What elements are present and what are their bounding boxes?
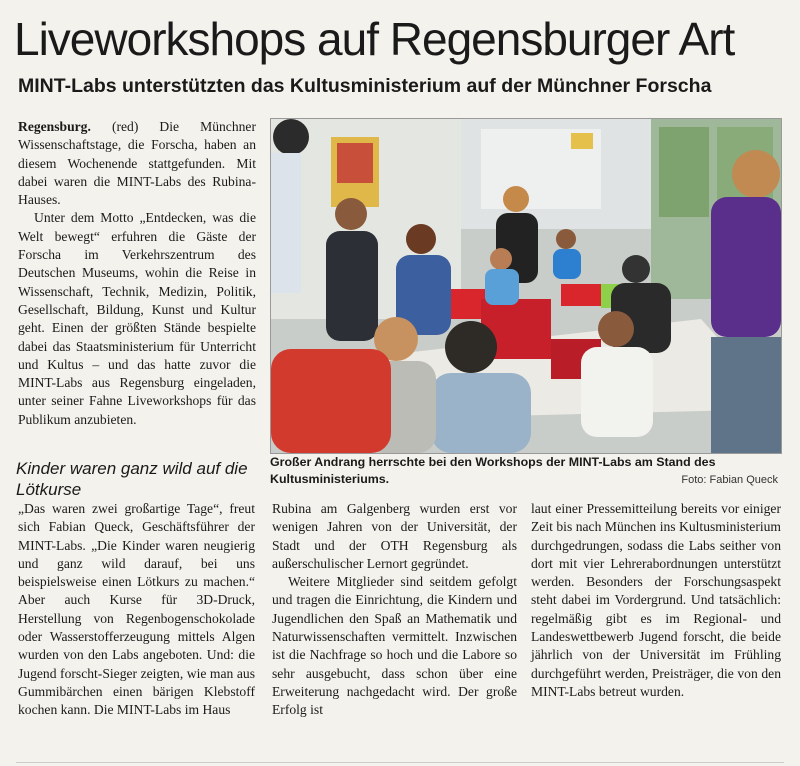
workshop-photo — [270, 118, 782, 454]
body-column-3 — [531, 500, 781, 701]
body-column-2 — [272, 500, 517, 720]
column-1-paragraph-1: „Das waren zwei großartige Tage“, freut sich Fabian Queck, Geschäftsführer der MINT-Labs. „Die Kinder waren neugierig und ganz wild darauf, bei uns beispielsweise einen Lötkurs zu machen.“ Aber auch Kurse für 3D-Druck, Herstellung von Regenbogenschokolade oder Wasserstofferzeugung mittels Algen wurden von den Labs angeboten. Und: die Jugend forscht-Sieger zeigten, wie man aus Gummibärchen einen bärigen Klebstoff kochen kann. Die MINT-Labs im Haus — [18, 501, 255, 718]
column-3-paragraph-1: laut einer Pressemitteilung bereits vor einiger Zeit bis nach München ins Kultusministerium durchgedrungen, sodass die Labs seither von dort mit vier Lehrerabordnungen unterstützt werden. Besonders der Forschungsaspekt steht dabei im Vordergrund. Und tatsächlich: regelmäßig gibt es im Regional- und Landeswettbewerb Jugend forscht, die beide jährlich von der Universität im Frühling durchgeführt werden, Preisträger, die von den MINT-Labs betreut wurden. — [531, 501, 781, 699]
intro-lead: (red) Die Münchner Wissenschaftstage, die Forscha, haben an diesem Wochenende stattgefunden. Mit dabei waren die MINT-Labs des Rubina-Hauses. — [18, 119, 256, 208]
subheadline: MINT-Labs unterstützten das Kultusministerium auf der Münchner Forscha — [18, 75, 712, 97]
dateline: Regensburg. — [18, 119, 91, 134]
photo-caption: Großer Andrang herrschte bei den Workshops der MINT-Labs am Stand des Kultusministeriums. — [270, 455, 716, 486]
body-column-1 — [18, 500, 255, 720]
subheading: Kinder waren ganz wild auf die Lötkurse — [16, 459, 248, 499]
intro-column — [18, 118, 256, 429]
column-2-paragraph-2: Weitere Mitglieder sind seitdem gefolgt und tragen die Einrichtung, die Kindern und Jugendlichen den Spaß an Mathematik und Naturwissenschaften vermittelt. Inzwischen ist die Nachfrage so hoch und die Labore so sehr ausgebucht, dass schon über eine Erweiterung nachgedacht wird. Der große Erfolg ist — [272, 574, 517, 718]
intro-paragraph-2: Unter dem Motto „Entdecken, was die Welt bewegt“ erfuhren die Gäste der Forscha im Verkehrszentrum des Deutschen Museums, wohin die Reise in Wissenschaft, Technik, Medizin, Politik, Gesellschaft, Bildung, Kunst und Kultur geht. Einen der größten Stände bespielte dabei das Staatsministerium für Unterricht und Kultus – und das hatte zuvor die MINT-Labs aus Regensburg eingeladen, unter seiner Fahne Liveworkshops für das Publikum anzubieten. — [18, 210, 256, 427]
bottom-rule — [16, 762, 784, 763]
photo-credit: Foto: Fabian Queck — [681, 474, 778, 486]
intro-paragraph-1 — [18, 118, 256, 209]
headline: Liveworkshops auf Regensburger Art — [14, 13, 735, 65]
column-2-paragraph-1: Rubina am Galgenberg wurden erst vor wenigen Jahren von der Universität, der Stadt und der OTH Regensburg als außerschulischer Lernort gegründet. — [272, 501, 517, 571]
